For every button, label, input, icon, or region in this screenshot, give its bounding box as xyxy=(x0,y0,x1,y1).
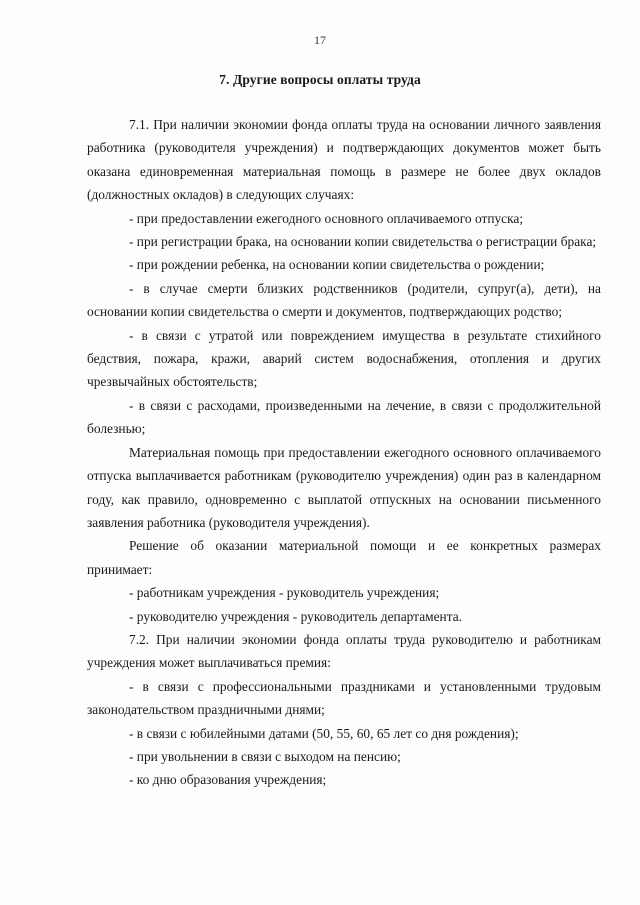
list-item-founding-day: - ко дню образования учреждения; xyxy=(129,772,327,788)
list-item-death-relatives: - в случае смерти близких родственников (родители, супруг(а), дети), на основании копии свидетельства о смерти и документов, подтверждающих родство; xyxy=(87,280,601,320)
list-item-retirement: - при увольнении в связи с выходом на пенсию; xyxy=(129,748,401,764)
paragraph-leave-aid: Материальная помощь при предоставлении ежегодного основного оплачиваемого отпуска выплачивается работникам (руководителю учреждения) один раз в календарном году, как правило, одновременно с выплатой отпускных на основании письменного заявления работника (руководителя учреждения). xyxy=(87,444,601,530)
paragraph-7-1: 7.1. При наличии экономии фонда оплаты труда на основании личного заявления работника (руководителя учреждения) и подтверждающих документов может быть оказана единовременная материальная помощь в размере не более двух окладов (должностных окладов) в следующих случаях: xyxy=(87,117,601,203)
document-body xyxy=(87,113,601,792)
list-item-holidays: - в связи с профессиональными праздниками и установленными трудовым законодательством праздничными днями; xyxy=(87,678,601,718)
page-number: 17 xyxy=(314,33,326,47)
list-item-head: - руководителю учреждения - руководитель департамента. xyxy=(129,608,463,624)
list-item-marriage: - при регистрации брака, на основании копии свидетельства о регистрации брака; xyxy=(129,234,597,250)
list-item-medical: - в связи с расходами, произведенными на лечение, в связи с продолжительной болезнью; xyxy=(87,397,601,437)
section-title: 7. Другие вопросы оплаты труда xyxy=(219,72,421,87)
list-item-anniversary: - в связи с юбилейными датами (50, 55, 60, 65 лет со дня рождения); xyxy=(129,725,519,741)
list-item-annual-leave: - при предоставлении ежегодного основного оплачиваемого отпуска; xyxy=(129,210,524,226)
paragraph-7-2: 7.2. При наличии экономии фонда оплаты труда руководителю и работникам учреждения может выплачиваться премия: xyxy=(87,631,601,671)
list-item-property-loss: - в связи с утратой или повреждением имущества в результате стихийного бедствия, пожара, кражи, аварий систем водоснабжения, отопления и других чрезвычайных обстоятельств; xyxy=(87,327,601,390)
list-item-childbirth: - при рождении ребенка, на основании копии свидетельства о рождении; xyxy=(129,257,545,273)
list-item-employees: - работникам учреждения - руководитель учреждения; xyxy=(129,585,440,601)
paragraph-decision: Решение об оказании материальной помощи и ее конкретных размерах принимает: xyxy=(87,538,601,577)
